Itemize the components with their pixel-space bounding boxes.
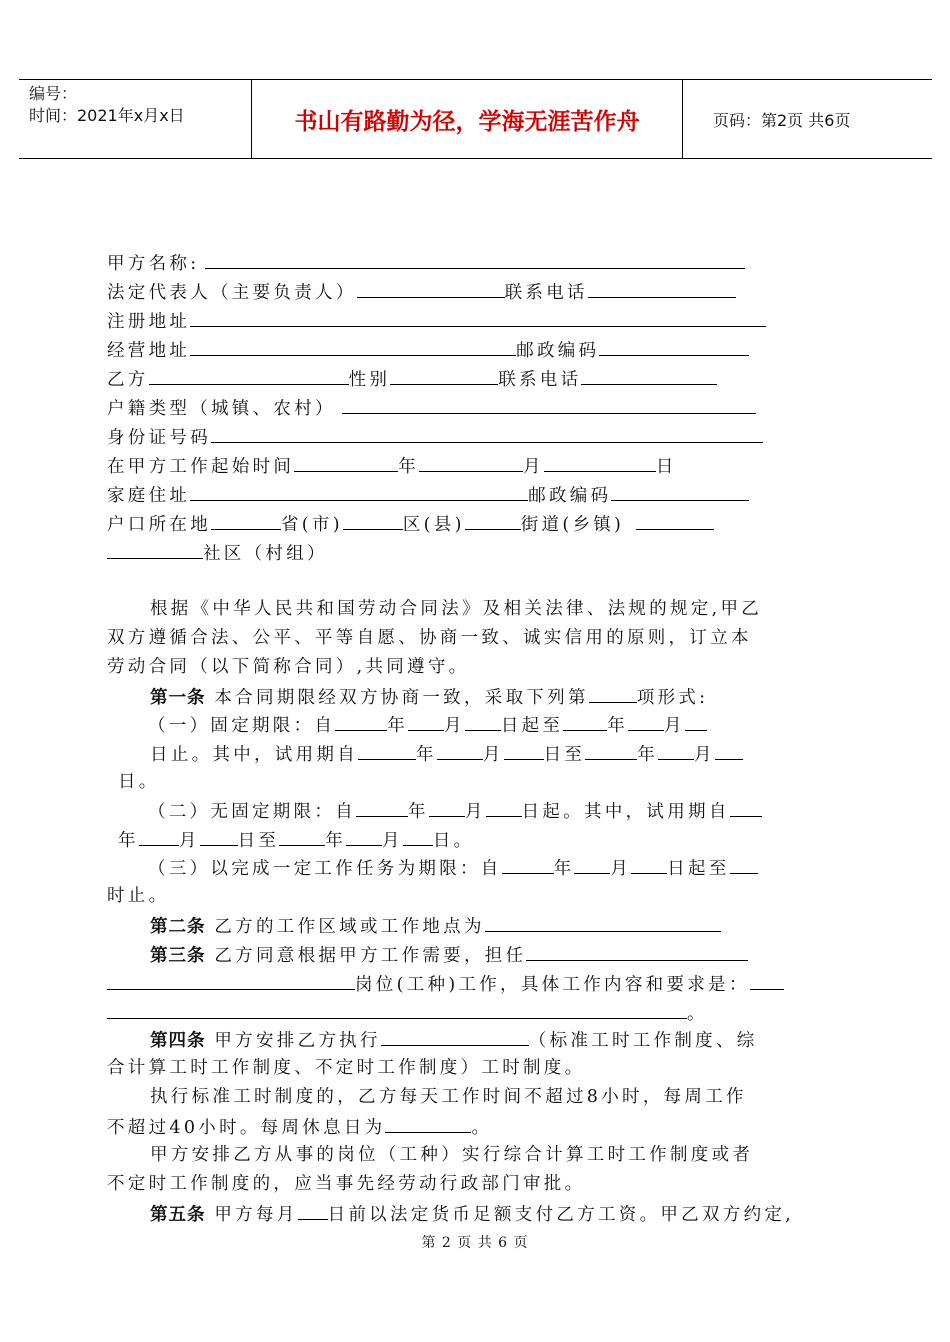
blank — [279, 827, 325, 846]
label: 日 — [655, 457, 677, 477]
intro-line-2: 双方遵循合法、公平、平等自愿、协商一致、诚实信用的原则，订立本 — [107, 628, 752, 648]
article-text: 甲方每月 — [214, 1205, 298, 1225]
article-1-option-3-end: 时止。 — [107, 886, 170, 906]
label: 法定代表人（主要负责人） — [107, 283, 357, 303]
blank — [715, 741, 743, 760]
number-label: 编号： — [29, 84, 78, 103]
text: （二）无固定期限：自 — [148, 802, 356, 822]
blank — [403, 827, 433, 846]
article-4 — [150, 1027, 758, 1053]
article-text: 乙方同意根据甲方工作需要，担任 — [214, 946, 527, 966]
label: 街道(乡镇) — [520, 515, 625, 535]
article-title: 第一条 — [150, 688, 206, 708]
blank — [139, 827, 179, 846]
blank — [385, 1114, 471, 1133]
text: 日起。其中，试用期自 — [521, 802, 730, 822]
blank — [563, 712, 607, 731]
blank — [205, 250, 745, 269]
blank — [107, 1000, 687, 1019]
page-label: 页码：第2页 共6页 — [713, 110, 851, 130]
article-4-para-2b — [107, 1114, 492, 1140]
blank — [107, 971, 355, 990]
label: 年 — [398, 457, 420, 477]
blank — [485, 913, 721, 932]
text: 日至 — [237, 831, 280, 851]
blank — [107, 540, 203, 559]
article-text: 本合同期限经双方协商一致，采取下列第 — [214, 688, 589, 708]
label: 经营地址 — [107, 341, 191, 361]
text: 日止。其中，试用期自 — [150, 745, 358, 765]
article-1-option-1-cont — [150, 741, 743, 767]
blank — [298, 1201, 328, 1220]
blank — [149, 366, 349, 385]
field-id-number — [107, 424, 763, 450]
text: 月 — [464, 802, 486, 822]
label: 邮政编码 — [516, 341, 600, 361]
blank — [408, 712, 444, 731]
article-text: 甲方安排乙方执行 — [214, 1031, 381, 1051]
label: 注册地址 — [107, 312, 191, 332]
label: 乙方 — [107, 370, 149, 390]
blank — [526, 942, 748, 961]
text: 月 — [664, 716, 685, 736]
blank — [465, 511, 521, 530]
blank — [343, 511, 403, 530]
blank — [211, 511, 281, 530]
article-1 — [150, 684, 708, 710]
blank — [658, 741, 694, 760]
field-reg-address — [107, 308, 766, 334]
blank — [628, 712, 664, 731]
blank — [685, 712, 707, 731]
text: 年 — [118, 831, 139, 851]
label: 区(县) — [402, 515, 465, 535]
article-4-para-3a: 甲方安排乙方从事的岗位（工种）实行综合计算工时工作制度或者 — [150, 1145, 754, 1165]
blank — [750, 971, 784, 990]
text: 月 — [382, 831, 403, 851]
motto: 书山有路勤为径，学海无涯苦作舟 — [252, 80, 683, 158]
article-text: （标准工时工作制度、综 — [528, 1031, 758, 1051]
blank — [544, 453, 656, 472]
text: 月 — [178, 831, 200, 851]
label: 联系电话 — [498, 370, 582, 390]
text: 日起至 — [500, 716, 564, 736]
label: 户口所在地 — [107, 515, 211, 535]
article-title: 第五条 — [150, 1205, 206, 1225]
text: 日。 — [432, 831, 475, 851]
field-household-type — [107, 395, 756, 421]
field-hukou — [107, 511, 714, 537]
label: 性别 — [348, 370, 391, 390]
blank — [486, 798, 522, 817]
blank — [335, 712, 387, 731]
blank — [190, 337, 516, 356]
blank — [588, 279, 736, 298]
text: 年 — [387, 716, 409, 736]
article-5 — [150, 1201, 794, 1227]
blank — [581, 366, 717, 385]
blank — [190, 482, 528, 501]
article-1-option-3 — [148, 855, 758, 881]
field-party-b — [107, 366, 717, 392]
label: 身份证号码 — [107, 428, 211, 448]
label: 社区（村组） — [203, 544, 328, 564]
blank — [636, 511, 714, 530]
blank — [429, 798, 465, 817]
text: 年 — [553, 859, 575, 879]
article-4-line-2: 合计算工时工作制度、不定时工作制度）工时制度。 — [107, 1058, 586, 1078]
blank — [589, 684, 637, 703]
article-1-option-1-end: 日。 — [118, 772, 160, 792]
article-1-option-2-cont — [118, 827, 474, 853]
article-text: 项形式: — [636, 688, 709, 708]
blank — [504, 741, 544, 760]
blank — [574, 855, 610, 874]
text: 月 — [482, 745, 504, 765]
article-text: 岗位(工种)工作，具体工作内容和要求是： — [355, 975, 750, 995]
blank — [502, 855, 554, 874]
text: 。 — [471, 1118, 493, 1138]
text: 日至 — [543, 745, 586, 765]
blank — [390, 366, 498, 385]
blank — [465, 712, 501, 731]
article-1-option-2 — [148, 798, 762, 824]
field-legal-rep — [107, 279, 736, 305]
field-party-a-name — [107, 250, 745, 276]
footer-page-number: 第 2 页 共 6 页 — [421, 1235, 529, 1251]
article-title: 第三条 — [150, 946, 206, 966]
blank — [611, 482, 749, 501]
blank — [585, 741, 637, 760]
label: 甲方名称: — [107, 254, 200, 274]
page-header — [19, 79, 932, 159]
article-4-para-3b: 不定时工作制度的，应当事先经劳动行政部门审批。 — [107, 1174, 586, 1194]
article-title: 第四条 — [150, 1031, 206, 1051]
article-text: 乙方的工作区域或工作地点为 — [214, 917, 485, 937]
intro-line-3: 劳动合同（以下简称合同）,共同遵守。 — [107, 657, 470, 677]
blank — [730, 798, 762, 817]
blank — [730, 855, 758, 874]
label: 联系电话 — [504, 283, 588, 303]
blank — [294, 453, 398, 472]
blank — [437, 741, 483, 760]
blank — [190, 308, 766, 327]
blank — [211, 424, 763, 443]
text: 月 — [610, 859, 632, 879]
label: 家庭住址 — [107, 486, 191, 506]
label: 邮政编码 — [528, 486, 612, 506]
field-community — [107, 540, 328, 566]
blank — [599, 337, 749, 356]
blank — [631, 855, 667, 874]
field-home-address — [107, 482, 749, 508]
blank — [381, 1027, 529, 1046]
article-title: 第二条 — [150, 917, 206, 937]
page-indicator — [693, 80, 932, 158]
article-3 — [150, 942, 748, 968]
text: 年 — [408, 802, 429, 822]
field-biz-address — [107, 337, 749, 363]
label: 户籍类型（城镇、农村） — [107, 399, 336, 419]
text: 年 — [607, 716, 629, 736]
text: 年 — [637, 745, 659, 765]
blank — [356, 798, 408, 817]
article-4-para-2a: 执行标准工时制度的，乙方每天工作时间不超过8小时，每周工作 — [150, 1087, 747, 1107]
blank — [200, 827, 238, 846]
blank — [342, 395, 756, 414]
blank — [358, 741, 416, 760]
blank — [357, 279, 505, 298]
text: （一）固定期限：自 — [148, 716, 336, 736]
article-text: 日前以法定货币足额支付乙方工资。甲乙双方约定, — [327, 1205, 795, 1225]
text: （三）以完成一定工作任务为期限：自 — [148, 859, 502, 879]
text: 年 — [416, 745, 437, 765]
article-2 — [150, 913, 721, 939]
text: 年 — [325, 831, 347, 851]
article-3-cont — [107, 971, 784, 997]
label: 省(市) — [281, 515, 343, 535]
article-1-option-1 — [148, 712, 707, 738]
text: 月 — [444, 716, 465, 736]
field-start-time — [107, 453, 677, 479]
time-label: 时间：2021年x月x日 — [29, 106, 185, 125]
text: 。 — [687, 1004, 708, 1024]
blank — [419, 453, 523, 472]
text: 日起至 — [667, 859, 730, 879]
text: 月 — [694, 745, 715, 765]
label: 在甲方工作起始时间 — [107, 457, 295, 477]
label: 月 — [523, 457, 544, 477]
header-meta — [19, 80, 252, 158]
article-3-end — [107, 1000, 708, 1026]
intro-line-1: 根据《中华人民共和国劳动合同法》及相关法律、法规的规定,甲乙 — [150, 599, 763, 619]
blank — [346, 827, 382, 846]
text: 不超过40小时。每周休息日为 — [107, 1118, 386, 1138]
